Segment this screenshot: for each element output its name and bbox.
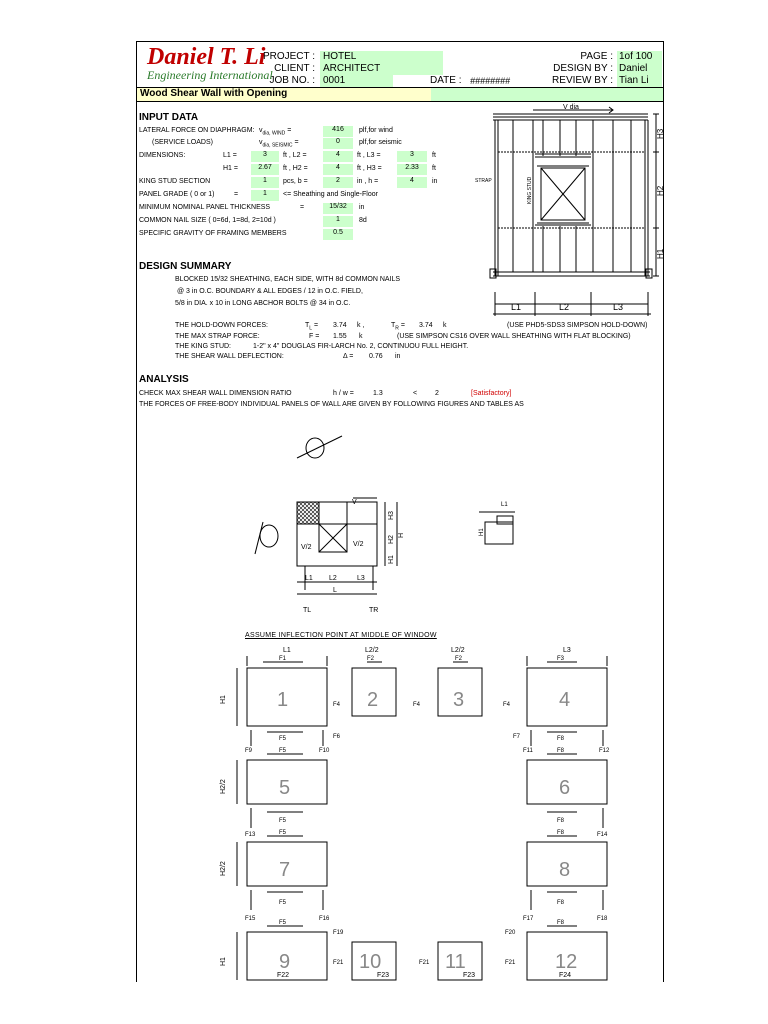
panel-l2-half-label-a: L2/2	[365, 647, 379, 654]
panel-l3-label: L3	[563, 647, 571, 654]
hw-value: 1.3	[373, 390, 383, 397]
fbd-l-label: L	[333, 587, 337, 594]
elevation-dimensions	[493, 292, 653, 318]
elevation-strap-label: STRAP	[475, 178, 492, 184]
tr-unit: k	[443, 322, 447, 329]
force-f5-label-c: F5	[279, 818, 287, 824]
force-f20-label: F20	[505, 930, 516, 936]
deflection-label: THE SHEAR WALL DEFLECTION:	[175, 353, 284, 360]
force-f24-label: F24	[559, 972, 572, 979]
review-by-label: REVIEW BY :	[552, 75, 613, 86]
force-f3-label: F3	[557, 656, 565, 662]
force-f6-label: F6	[333, 734, 341, 740]
summary-line-1: BLOCKED 15/32 SHEATHING, EACH SIDE, WITH 8d COMMON NAILS	[175, 276, 401, 283]
l2-input[interactable]: 4	[323, 151, 353, 162]
force-f23-label-b: F23	[463, 972, 476, 979]
force-f21-label-a: F21	[333, 960, 344, 966]
h2-label: ft , H2 =	[283, 165, 308, 172]
force-f19-label: F19	[333, 930, 344, 936]
l1-label: L1 =	[223, 152, 237, 159]
hold-down-label: THE HOLD-DOWN FORCES:	[175, 322, 268, 329]
tr-eq: =	[400, 322, 405, 329]
force-f8-label-a: F8	[557, 736, 565, 742]
king-stud-unit: in	[432, 178, 438, 185]
v-seismic-symbol: v	[259, 139, 263, 146]
elevation-l3-label: L3	[613, 302, 624, 312]
hw-limit: 2	[435, 390, 439, 397]
force-f21-label-b: F21	[419, 960, 430, 966]
date-label: DATE :	[430, 75, 462, 86]
strap-f-unit: k	[359, 333, 363, 340]
panel-thickness-unit: in	[359, 204, 365, 211]
force-f2-label-a: F2	[367, 656, 375, 662]
input-data-heading: INPUT DATA	[139, 112, 199, 123]
title-bar-accent	[431, 88, 663, 101]
company-logo-name: Daniel T. Li	[147, 44, 266, 70]
elevation-v-label: V dia	[563, 104, 579, 111]
elevation-king-stud-label: KING STUD	[527, 176, 533, 204]
v-wind-label: $v_{dia, WIND}$ =	[259, 127, 292, 137]
service-loads-label: (SERVICE LOADS)	[152, 139, 213, 146]
review-by-value[interactable]: Tian Li	[617, 75, 662, 87]
panel-1-number: 1	[277, 689, 289, 711]
tl-value: 3.74	[333, 322, 347, 329]
king-stud-h-input[interactable]: 4	[397, 177, 427, 188]
panel-l2-half-label-b: L2/2	[451, 647, 465, 654]
panel-9-number: 9	[279, 951, 291, 973]
summary-line-3: 5/8 in DIA. x 10 in LONG ABCHOR BOLTS @ 34 in O.C.	[175, 300, 351, 307]
elevation-l1-label: L1	[511, 302, 522, 312]
king-stud-b-input[interactable]: 2	[323, 177, 353, 188]
project-value[interactable]: HOTEL	[320, 51, 443, 63]
fbd-v-label: V	[352, 499, 357, 506]
panel-h1-label-a: H1	[220, 695, 227, 704]
king-stud-b-label: pcs, b =	[283, 178, 308, 185]
tr-value: 3.74	[419, 322, 433, 329]
h3-label: ft , H3 =	[357, 165, 382, 172]
design-summary-heading: DESIGN SUMMARY	[139, 261, 232, 272]
force-f13-label: F13	[245, 832, 256, 838]
client-label: CLIENT :	[274, 63, 315, 74]
tr-subscript: R	[395, 325, 399, 332]
v-seismic-subscript: dia, SEISMIC	[262, 142, 293, 149]
calculation-sheet	[136, 41, 664, 982]
panel-grade-note: <= Sheathing and Single-Floor	[283, 191, 378, 198]
panel-thickness-eq: =	[300, 204, 305, 211]
force-f22-label: F22	[277, 972, 290, 979]
panel-force-diagrams	[207, 642, 663, 982]
ratio-status: [Satisfactory]	[471, 390, 512, 397]
panel-h1-label-b: H1	[220, 957, 227, 966]
wall-elevation-drawing	[473, 104, 663, 282]
elevation-h2-label: H2	[656, 185, 665, 196]
design-by-value[interactable]: Daniel	[617, 63, 662, 75]
design-by-label: DESIGN BY :	[553, 63, 613, 74]
force-f5-label-f: F5	[279, 920, 287, 926]
force-f4-label-a: F4	[333, 702, 341, 708]
king-stud-summary-label: THE KING STUD:	[175, 343, 232, 350]
fbd-v-half-right: V/2	[353, 541, 364, 548]
panel-5-number: 5	[279, 777, 291, 799]
panel-3-number: 3	[453, 689, 465, 711]
panel-grade-eq: =	[234, 191, 239, 198]
panel-h2-half-label-a: H2/2	[220, 779, 227, 794]
fbd-detail-h1-label: H1	[479, 528, 485, 536]
force-f1-label: F1	[279, 656, 287, 662]
ratio-check-label: CHECK MAX SHEAR WALL DIMENSION RATIO	[139, 390, 292, 397]
panel-11-number: 11	[445, 951, 466, 973]
h2-input[interactable]: 4	[323, 164, 353, 175]
panel-8-number: 8	[559, 859, 571, 881]
fbd-v-half-left: V/2	[301, 544, 312, 551]
force-f12-label: F12	[599, 748, 610, 754]
force-f17-label: F17	[523, 916, 534, 922]
fbd-detail-l1-label: L1	[501, 502, 508, 508]
force-f16-label: F16	[319, 916, 330, 922]
v-seismic-unit: plf,for seismic	[359, 139, 402, 146]
strap-f-label: F =	[309, 333, 320, 340]
king-stud-pcs-input[interactable]: 1	[251, 177, 279, 188]
elevation-l2-label: L2	[559, 302, 570, 312]
hold-down-note: (USE PHD5-SDS3 SIMPSON HOLD-DOWN)	[507, 322, 648, 329]
panel-grade-label: PANEL GRADE ( 0 or 1)	[139, 191, 215, 198]
fbd-l1-label: L1	[305, 575, 313, 582]
l3-unit: ft	[432, 152, 436, 159]
free-body-diagram	[227, 414, 557, 624]
dimensions-label: DIMENSIONS:	[139, 152, 186, 159]
nail-size-unit: 8d	[359, 217, 367, 224]
force-f5-label-b: F5	[279, 748, 287, 754]
tl-label	[305, 322, 318, 331]
v-wind-unit: plf,for wind	[359, 127, 393, 134]
king-stud-summary-text: 1-2" x 4" DOUGLAS FIR-LARCH No. 2, CONTINUOU FULL HEIGHT.	[253, 343, 469, 350]
panel-l1-label: L1	[283, 647, 291, 654]
panel-4-number: 4	[559, 689, 571, 711]
v-wind-symbol: v	[259, 127, 263, 134]
force-f8-label-e: F8	[557, 900, 565, 906]
nail-size-input[interactable]: 1	[323, 216, 353, 227]
free-body-text: THE FORCES OF FREE-BODY INDIVIDUAL PANELS OF WALL ARE GIVEN BY FOLLOWING FIGURES AND TABLES AS	[139, 401, 524, 408]
h3-input[interactable]: 2.33	[397, 164, 427, 175]
title-bar	[137, 87, 663, 102]
company-logo-subtitle: Engineering International	[147, 68, 273, 82]
fbd-l3-label: L3	[357, 575, 365, 582]
force-f4-label-c: F4	[503, 702, 511, 708]
force-f9-label: F9	[245, 748, 253, 754]
force-f5-label-d: F5	[279, 830, 287, 836]
force-f2-label-b: F2	[455, 656, 463, 662]
strap-note: (USE SIMPSON CS16 OVER WALL SHEATHING WITH FLAT BLOCKING)	[397, 333, 631, 340]
h3-unit: ft	[432, 165, 436, 172]
force-f11-label: F11	[523, 748, 533, 754]
tl-eq: =	[314, 322, 319, 329]
elevation-h3-label: H3	[656, 128, 665, 139]
inflection-point-note: ASSUME INFLECTION POINT AT MIDDLE OF WINDOW	[245, 632, 437, 639]
force-f23-label-a: F23	[377, 972, 390, 979]
force-f21-label-c: F21	[505, 960, 516, 966]
tl-symbol: T	[305, 322, 310, 329]
summary-line-2: @ 3 in O.C. BOUNDARY & ALL EDGES / 12 in O.C. FIELD,	[177, 288, 363, 295]
deflection-delta-label: Δ =	[343, 353, 354, 360]
page-label: PAGE :	[580, 51, 613, 62]
panel-12-number: 12	[555, 951, 578, 973]
lateral-force-label: LATERAL FORCE ON DIAPHRAGM:	[139, 127, 255, 134]
tr-symbol: T	[391, 322, 396, 329]
fbd-h1-label: H1	[388, 555, 395, 564]
panel-grade-input[interactable]: 1	[251, 190, 279, 201]
strap-f-value: 1.55	[333, 333, 347, 340]
force-f5-label-a: F5	[279, 736, 287, 742]
nail-size-label: COMMON NAIL SIZE ( 0=6d, 1=8d, 2=10d )	[139, 217, 276, 224]
force-f8-label-f: F8	[557, 920, 565, 926]
sheet-title: Wood Shear Wall with Opening	[140, 88, 288, 99]
v-seismic-input[interactable]: 0	[323, 138, 353, 149]
force-f7-label: F7	[513, 734, 521, 740]
v-seismic-label: $v_{dia, SEISMIC}$ =	[259, 139, 299, 149]
l3-input[interactable]: 3	[397, 151, 427, 162]
panel-thickness-label: MINIMUM NOMINAL PANEL THICKNESS	[139, 204, 271, 211]
force-f8-label-c: F8	[557, 818, 565, 824]
deflection-unit: in	[395, 353, 401, 360]
v-wind-subscript: dia, WIND	[262, 130, 286, 137]
force-f18-label: F18	[597, 916, 608, 922]
fbd-h3-label: H3	[388, 511, 395, 520]
strap-force-label: THE MAX STRAP FORCE:	[175, 333, 260, 340]
fbd-tr-label: TR	[369, 607, 379, 614]
h1-input[interactable]: 2.67	[251, 164, 279, 175]
fbd-l2-label: L2	[329, 575, 337, 582]
force-f8-label-d: F8	[557, 830, 565, 836]
force-f14-label: F14	[597, 832, 608, 838]
panel-2-number: 2	[367, 689, 379, 711]
fbd-h-label: H	[398, 532, 405, 538]
v-wind-input[interactable]: 416	[323, 126, 353, 137]
panel-h2-half-label-b: H2/2	[220, 861, 227, 876]
job-label: JOB NO. :	[269, 75, 315, 86]
panel-thickness-input[interactable]: 15/32	[323, 203, 353, 214]
client-value[interactable]: ARCHITECT	[320, 63, 443, 75]
elevation-h1-label: H1	[656, 248, 665, 259]
project-label: PROJECT :	[262, 51, 315, 62]
force-f15-label: F15	[245, 916, 256, 922]
tl-unit: k ,	[357, 322, 365, 329]
king-stud-label: KING STUD SECTION	[139, 178, 211, 185]
panel-10-number: 10	[359, 951, 382, 973]
l2-label: ft , L2 =	[283, 152, 307, 159]
l3-label: ft , L3 =	[357, 152, 381, 159]
force-f8-label-b: F8	[557, 748, 565, 754]
tl-subscript: L	[309, 325, 313, 332]
king-stud-h-label: in , h =	[357, 178, 379, 185]
specific-gravity-label: SPECIFIC GRAVITY OF FRAMING MEMBERS	[139, 230, 287, 237]
force-f5-label-e: F5	[279, 900, 287, 906]
deflection-value: 0.76	[369, 353, 383, 360]
job-value[interactable]: 0001	[320, 75, 393, 87]
specific-gravity-input[interactable]: 0.5	[323, 229, 353, 240]
fbd-h2-label: H2	[388, 535, 395, 544]
analysis-heading: ANALYSIS	[139, 374, 189, 385]
force-f10-label: F10	[319, 748, 330, 754]
l1-input[interactable]: 3	[251, 151, 279, 162]
panel-7-number: 7	[279, 859, 291, 881]
panel-6-number: 6	[559, 777, 571, 799]
fbd-tl-label: TL	[303, 607, 312, 614]
hw-less-than: <	[413, 390, 418, 397]
tr-label	[391, 322, 405, 331]
h1-label: H1 =	[223, 165, 238, 172]
hw-label: h / w =	[333, 390, 354, 397]
page-value[interactable]: 1of 100	[617, 51, 662, 63]
date-value[interactable]: ########	[470, 76, 511, 86]
force-f4-label-b: F4	[413, 702, 421, 708]
